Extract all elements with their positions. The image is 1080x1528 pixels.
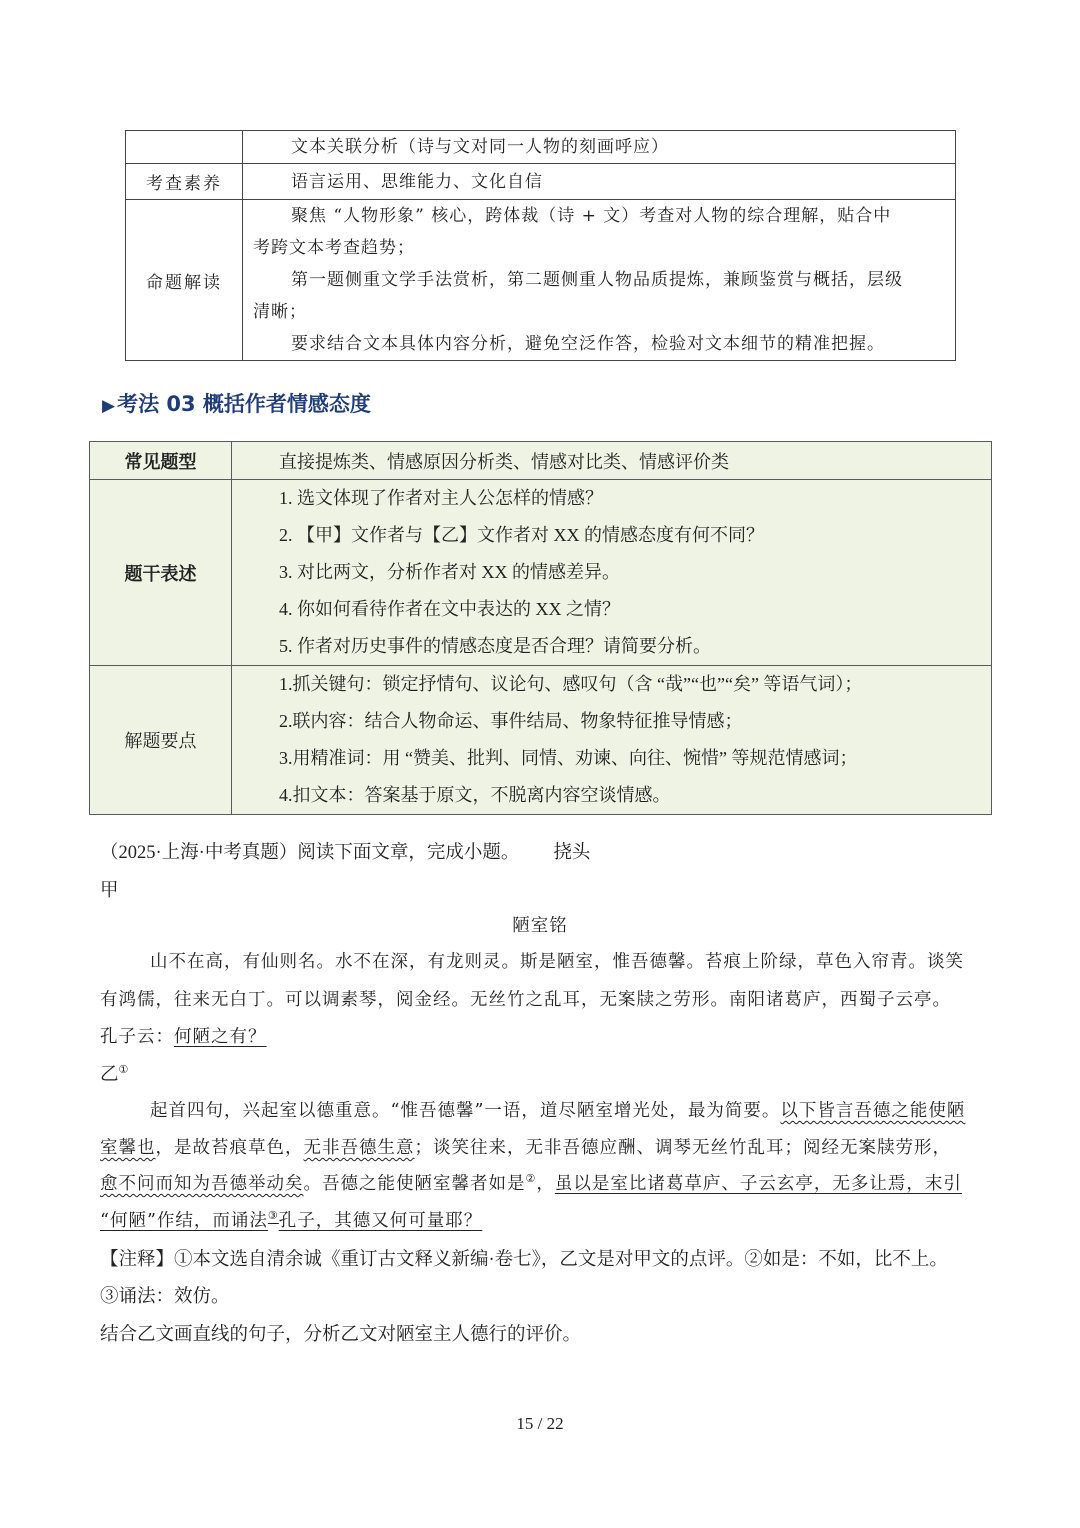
passage-yi-line: 愈不问而知为吾德举动矣。吾德之能使陋室馨者如是②，虽以是室比诸葛草庐、子云玄亭，无多让焉，末引 bbox=[100, 1172, 962, 1194]
passage-yi-line: 室馨也，是故苔痕草色，无非吾德生意；谈笑往来，无非吾德应酬、调琴无丝竹乱耳；阅经无案牍劳形， bbox=[100, 1138, 951, 1158]
analysis-table bbox=[125, 130, 956, 361]
stem-item: 5. 作者对历史事件的情感态度是否合理？请简要分析。 bbox=[279, 636, 711, 656]
question-prompt: 结合乙文画直线的句子，分析乙文对陋室主人德行的评价。 bbox=[100, 1325, 582, 1345]
underlined-sentence: 何陋之有？ bbox=[174, 1027, 267, 1047]
key-point-item: 2.联内容：结合人物命运、事件结局、物象特征推导情感； bbox=[279, 711, 743, 731]
section-heading-text: 考法 03 概括作者情感态度 bbox=[117, 392, 371, 416]
table1-row1-text: 文本关联分析（诗与文对同一人物的刻画呼应） bbox=[243, 131, 956, 164]
section-heading bbox=[102, 388, 371, 418]
passage-jia-line: 有鸿儒，往来无白丁。可以调素琴，阅金经。无丝竹之乱耳，无案牍之劳形。南阳诸葛庐，西蜀子云亭。 bbox=[100, 990, 951, 1010]
question-tag: 挠头 bbox=[553, 843, 591, 863]
table2-row1-label: 常见题型 bbox=[90, 442, 232, 480]
notes-line: ③诵法：效仿。 bbox=[100, 1287, 230, 1307]
interpretation-line: 清晰； bbox=[253, 302, 307, 322]
footnote-mark: ① bbox=[118, 1063, 129, 1076]
passage-yi-line: 起首四句，兴起室以德重意。“惟吾德馨”一语，道尽陋室增光处，最为简要。以下皆言吾德之能使陋 bbox=[150, 1101, 966, 1121]
footnote-mark: ③ bbox=[267, 1209, 279, 1223]
stem-item: 2. 【甲】文作者与【乙】文作者对 XX 的情感态度有何不同？ bbox=[279, 525, 764, 545]
table2-row3-text bbox=[232, 666, 992, 815]
table1-row3-text bbox=[243, 200, 956, 361]
triangle-icon: ▶ bbox=[102, 396, 116, 416]
underlined-sentence: 虽以是室比诸葛草庐、子云玄亭，无多让焉，末引 bbox=[554, 1174, 962, 1194]
passage-jia-line: 孔子云：何陋之有？ bbox=[100, 1027, 267, 1047]
key-point-item: 4.扣文本：答案基于原文，不脱离内容空谈情感。 bbox=[279, 785, 671, 805]
wavy-underlined-text: 无非吾德生意 bbox=[303, 1138, 415, 1158]
wavy-underlined-text: 以下皆言吾德之能使陋 bbox=[780, 1101, 966, 1121]
key-point-item: 1.抓关键句：锁定抒情句、议论句、感叹句（含 “哉”“也”“矣” 等语气词）； bbox=[279, 674, 863, 694]
underlined-sentence: 孔子，其德又何可量耶？ bbox=[278, 1211, 483, 1231]
wavy-underlined-text: 愈不问而知为吾德举动矣 bbox=[100, 1174, 304, 1194]
interpretation-line: 要求结合文本具体内容分析，避免空泛作答，检验对文本细节的精准把握。 bbox=[291, 334, 885, 354]
question-source: （2025·上海·中考真题）阅读下面文章，完成小题。 挠头 bbox=[100, 843, 591, 863]
underlined-sentence: “何陋”作结，而诵法 bbox=[100, 1211, 268, 1231]
wavy-underlined-text: 室馨也 bbox=[100, 1138, 156, 1158]
stem-item: 1. 选文体现了作者对主人公怎样的情感？ bbox=[279, 488, 603, 508]
table2-row2-label: 题干表述 bbox=[90, 480, 232, 666]
table1-row1-label bbox=[126, 131, 243, 164]
method-table bbox=[89, 441, 992, 815]
table2-row2-text bbox=[232, 480, 992, 666]
table1-row2-label: 考查素养 bbox=[126, 164, 243, 200]
key-point-item: 3.用精准词：用 “赞美、批判、同情、劝谏、向往、惋惜” 等规范情感词； bbox=[279, 748, 858, 768]
stem-item: 4. 你如何看待作者在文中表达的 XX 之情？ bbox=[279, 599, 620, 619]
table1-row2-text: 语言运用、思维能力、文化自信 bbox=[243, 164, 956, 200]
table2-row1-text: 直接提炼类、情感原因分析类、情感对比类、情感评价类 bbox=[232, 442, 992, 480]
passage-yi-line bbox=[100, 1207, 482, 1232]
passage-jia-title: 陋室铭 bbox=[512, 916, 568, 936]
passage-yi-label: 乙① bbox=[100, 1063, 129, 1085]
passage-jia-line: 山不在高，有仙则名。水不在深，有龙则灵。斯是陋室，惟吾德馨。苔痕上阶绿，草色入帘青。谈笑 bbox=[150, 952, 964, 972]
table1-row3-label: 命题解读 bbox=[126, 200, 243, 361]
interpretation-line: 考跨文本考查趋势； bbox=[253, 238, 415, 258]
interpretation-line: 第一题侧重文学手法赏析，第二题侧重人物品质提炼，兼顾鉴赏与概括，层级 bbox=[291, 270, 903, 290]
stem-item: 3. 对比两文，分析作者对 XX 的情感差异。 bbox=[279, 562, 620, 582]
passage-jia-label: 甲 bbox=[100, 881, 119, 901]
notes-line: 【注释】①本文选自清余诚《重订古文释义新编·卷七》，乙文是对甲文的点评。②如是：不如，比不上。 bbox=[100, 1250, 948, 1270]
footnote-mark: ② bbox=[525, 1172, 537, 1186]
table2-row3-label: 解题要点 bbox=[90, 666, 232, 815]
page-number: 15 / 22 bbox=[516, 1414, 564, 1433]
interpretation-line: 聚焦 “人物形象” 核心，跨体裁（诗 + 文）考查对人物的综合理解，贴合中 bbox=[291, 206, 892, 226]
